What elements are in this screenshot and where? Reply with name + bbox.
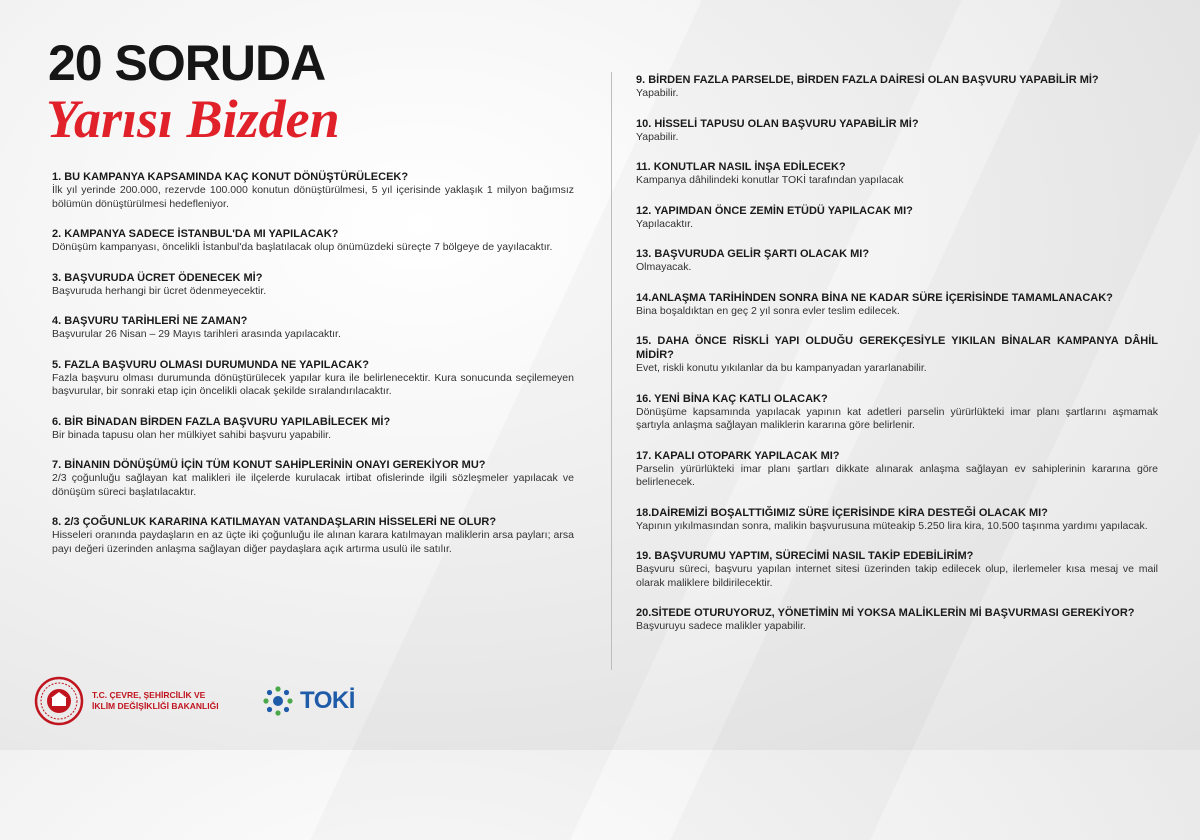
toki-logo <box>262 685 355 717</box>
faq-item <box>636 117 1158 145</box>
faq-question: 6. BİR BİNADAN BİRDEN FAZLA BAŞVURU YAPILABİLECEK Mİ? <box>52 415 391 428</box>
faq-question: 1. BU KAMPANYA KAPSAMINDA KAÇ KONUT DÖNÜŞTÜRÜLECEK? <box>52 171 409 183</box>
faq-question: 10. HİSSELİ TAPUSU OLAN BAŞVURU YAPABİLİR Mİ? <box>636 117 919 130</box>
column-divider <box>611 72 612 670</box>
toki-wordmark <box>300 689 355 713</box>
faq-item <box>636 73 1158 101</box>
faq-item <box>52 271 574 299</box>
faq-question: 13. BAŞVURUDA GELİR ŞARTI OLACAK MI? <box>636 248 870 260</box>
faq-question: 20.SİTEDE OTURUYORUZ, YÖNETİMİN Mİ YOKSA MALİKLERİN Mİ BAŞVURMASI GEREKİYOR? <box>636 607 1135 619</box>
faq-answer: Yapılacaktır. <box>636 217 694 230</box>
faq-answer: Yapının yıkılmasından sonra, malikin başvurusuna müteakip 5.250 lira kira, 10.500 taşınma yardımı yapılacak. <box>636 519 1148 532</box>
faq-item <box>52 227 574 255</box>
faq-item <box>52 515 574 556</box>
faq-question: 19. BAŞVURUMU YAPTIM, SÜRECİMİ NASIL TAKİP EDEBİLİRİM? <box>636 550 974 562</box>
faq-question: 15. DAHA ÖNCE RİSKLİ YAPI OLDUĞU GEREKÇESİYLE YIKILAN BİNALAR KAMPANYA DÂHİL MİDİR? <box>636 335 1158 361</box>
faq-column-right <box>636 73 1158 650</box>
faq-item <box>636 334 1158 376</box>
faq-item <box>636 392 1158 433</box>
faq-question: 3. BAŞVURUDA ÜCRET ÖDENECEK Mİ? <box>52 271 263 284</box>
faq-item <box>636 204 1158 232</box>
faq-answer: Bir binada tapusu olan her mülkiyet sahibi başvuru yapabilir. <box>52 428 331 441</box>
ministry-name <box>92 690 242 712</box>
faq-question: 12. YAPIMDAN ÖNCE ZEMİN ETÜDÜ YAPILACAK MI? <box>636 204 913 217</box>
faq-answer: İlk yıl yerinde 200.000, rezervde 100.000 konutun dönüştürülmesi, 5 yıl içerisinde yaklaşık 1 milyon bağımsız bölümün dönüştürülmesi hedefleniyor. <box>52 184 574 210</box>
faq-question: 17. KAPALI OTOPARK YAPILACAK MI? <box>636 449 840 462</box>
faq-item <box>52 415 574 443</box>
faq-answer: Başvuruda herhangi bir ücret ödenmeyecektir. <box>52 284 267 297</box>
toki-dot-ring-icon <box>262 685 294 717</box>
faq-question: 11. KONUTLAR NASIL İNŞA EDİLECEK? <box>636 161 846 173</box>
headline-subtitle: Yarısı Bizden <box>46 89 340 149</box>
ministry-line-1: T.C. ÇEVRE, ŞEHİRCİLİK VE <box>92 690 206 700</box>
faq-answer: 2/3 çoğunluğu sağlayan kat malikleri ile ilçelerde kurulacak irtibat ofislerinde ilgili sözleşmeler yapılacak ve dönüşüm süreci başlatılacaktır. <box>52 472 574 498</box>
footer-logos <box>34 676 355 726</box>
headline-title: 20 SORUDA <box>48 35 326 91</box>
faq-answer: Başvurular 26 Nisan – 29 Mayıs tarihleri arasında yapılacaktır. <box>52 328 341 340</box>
faq-question: 16. YENİ BİNA KAÇ KATLI OLACAK? <box>636 392 828 405</box>
faq-answer: Hisseleri oranında paydaşların en az üçte iki çoğunluğu ile alınan karara katılmayan maliklerin arsa payları; arsa payı değeri üzerinden anlaşma sağlayan diğer paydaşlara açık artırma usulü ile satılır. <box>52 529 574 555</box>
faq-item <box>52 458 574 499</box>
faq-question: 9. BİRDEN FAZLA PARSELDE, BİRDEN FAZLA DAİRESİ OLAN BAŞVURU YAPABİLİR Mİ? <box>636 74 1099 86</box>
faq-answer: Olmayacak. <box>636 261 692 273</box>
faq-column-left <box>52 170 574 572</box>
faq-item <box>636 506 1158 534</box>
faq-item <box>636 160 1158 188</box>
toki-name: TOKİ <box>300 687 355 714</box>
faq-answer: Kampanya dâhilindeki konutlar TOKİ tarafından yapılacak <box>636 174 904 186</box>
faq-item <box>636 449 1158 490</box>
faq-answer: Başvuru süreci, başvuru yapılan internet sitesi üzerinden takip edilecek olup, ilerlemeler kısa mesaj ve mail olarak maliklere bildirilecektir. <box>636 563 1158 589</box>
faq-answer: Yapabilir. <box>636 87 679 99</box>
ministry-line-2: İKLİM DEĞİŞİKLİĞİ BAKANLIĞI <box>92 701 219 711</box>
faq-item <box>52 170 574 211</box>
faq-item <box>636 247 1158 275</box>
faq-answer: Bina boşaldıktan en geç 2 yıl sonra evler teslim edilecek. <box>636 304 900 317</box>
faq-answer: Yapabilir. <box>636 130 679 143</box>
faq-answer: Dönüşüme kapsamında yapılacak yapının kat adetleri parselin yürürlükteki imar planı şartlarını aşmamak şartıyla anlaşma sağlayan maliklerin kararına göre belirlenir. <box>636 405 1158 431</box>
faq-answer: Başvuruyu sadece malikler yapabilir. <box>636 620 806 632</box>
faq-question: 14.ANLAŞMA TARİHİNDEN SONRA BİNA NE KADAR SÜRE İÇERİSİNDE TAMAMLANACAK? <box>636 291 1113 304</box>
faq-item <box>636 291 1158 319</box>
faq-question: 18.DAİREMİZİ BOŞALTTIĞIMIZ SÜRE İÇERİSİNDE KİRA DESTEĞİ OLACAK MI? <box>636 506 1048 519</box>
faq-question: 2. KAMPANYA SADECE İSTANBUL'DA MI YAPILACAK? <box>52 228 339 240</box>
faq-item <box>52 358 574 399</box>
faq-item <box>52 314 574 342</box>
faq-answer: Fazla başvuru olması durumunda dönüştürülecek yapılar kura ile belirlenecektir. Kura sonucunda seçilemeyen başvurular, bir sonraki etap için öncelikli olacak şekilde sıralandırılacaktır. <box>52 371 574 397</box>
faq-question: 7. BİNANIN DÖNÜŞÜMÜ İÇİN TÜM KONUT SAHİPLERİNİN ONAYI GEREKİYOR MU? <box>52 459 486 471</box>
faq-answer: Dönüşüm kampanyası, öncelikli İstanbul'da başlatılacak olup önümüzdeki süreçte 7 bölgeye de yayılacaktır. <box>52 241 553 253</box>
faq-answer: Evet, riskli konutu yıkılanlar da bu kampanyadan yararlanabilir. <box>636 362 927 374</box>
faq-item <box>636 606 1158 634</box>
faq-question: 4. BAŞVURU TARİHLERİ NE ZAMAN? <box>52 315 248 327</box>
faq-answer: Parselin yürürlükteki imar planı şartları dikkate alınarak anlaşma sağlayan ev sahiplerinin kararına göre belirlenecek. <box>636 462 1158 488</box>
ministry-seal-icon <box>34 676 84 726</box>
faq-question: 8. 2/3 ÇOĞUNLUK KARARINA KATILMAYAN VATANDAŞLARIN HİSSELERİ NE OLUR? <box>52 516 497 528</box>
faq-question: 5. FAZLA BAŞVURU OLMASI DURUMUNDA NE YAPILACAK? <box>52 358 369 371</box>
faq-item <box>636 549 1158 590</box>
